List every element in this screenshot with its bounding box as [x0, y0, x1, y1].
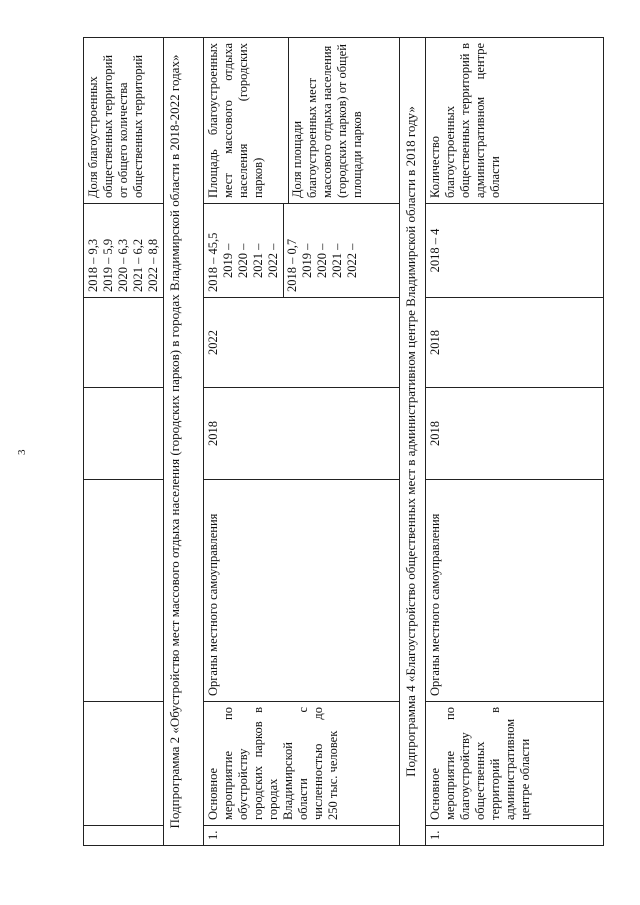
subprogram-4-title: Подпрограмма 4 «Благоустройство общественных мест в административном центре Владимирской области в 2018 году» — [400, 38, 426, 846]
indicator-b: Доля площади благоустроенных мест массового отдыха населения (городских парков) от общей площади парков — [288, 38, 365, 203]
end-cell: 2022 — [204, 298, 400, 388]
end-cell: 2018 — [426, 298, 604, 388]
value-line: 2018 – 0,7 — [285, 238, 299, 292]
value-line: 2019 – — [221, 243, 235, 278]
executor-cell: Органы местного самоуправления — [426, 480, 604, 702]
value-line: 2018 – 9,3 — [86, 238, 100, 292]
rotated-table-page — [83, 38, 603, 846]
activity-cell — [84, 702, 164, 826]
indicator-cell — [204, 38, 400, 204]
value-line: 2022 – 8,8 — [146, 238, 160, 292]
indicator-cell: Количество благоустроенных общественных территорий в административном центре области — [426, 38, 604, 204]
table-row — [204, 38, 400, 846]
value-line: 2020 – 6,3 — [116, 238, 130, 292]
indicator-a: Площадь благоустроенных мест массового отдыха населения (городских парков) — [206, 43, 265, 198]
value-line: 2021 – — [330, 243, 344, 278]
num-cell: 1. — [204, 826, 400, 846]
subprogram-2-title: Подпрограмма 2 «Обустройство мест массового отдыха населения (городских парков) в городах Владимирской области в 2018-2022 годах» — [164, 38, 204, 846]
end-cell — [84, 298, 164, 388]
program-table — [83, 37, 604, 846]
start-cell: 2018 — [426, 388, 604, 480]
section-row — [400, 38, 426, 846]
section-row — [164, 38, 204, 846]
table-row — [426, 38, 604, 846]
values-cell: 2018 – 4 — [426, 204, 604, 298]
value-line: 2018 – 45,5 — [206, 232, 220, 292]
value-line: 2020 – — [315, 243, 329, 278]
activity-cell: Основное мероприятие по обустройству городских парков в городах Владимирской области с численностью до 250 тыс. человек — [204, 702, 400, 826]
value-line: 2019 – 5,9 — [101, 238, 115, 292]
value-line: 2021 – 6,2 — [131, 238, 145, 292]
indicator-cell: Доля благоустроенных общественных территорий от общего количества общественных территорий — [84, 38, 164, 204]
values-subcell — [283, 204, 360, 297]
start-cell: 2018 — [204, 388, 400, 480]
activity-cell: Основное мероприятие по благоустройству общественных территорий в административном центре области — [426, 702, 604, 826]
page-number: 3 — [16, 449, 28, 455]
values-cell — [204, 204, 400, 298]
executor-cell — [84, 480, 164, 702]
value-line: 2022 – — [266, 243, 280, 278]
executor-cell: Органы местного самоуправления — [204, 480, 400, 702]
value-line: 2020 – — [236, 243, 250, 278]
num-cell: 1. — [426, 826, 604, 846]
value-line: 2021 – — [251, 243, 265, 278]
value-line: 2019 – — [300, 243, 314, 278]
value-line: 2022 – — [345, 243, 359, 278]
num-cell — [84, 826, 164, 846]
table-row — [84, 38, 164, 846]
start-cell — [84, 388, 164, 480]
values-cell — [84, 204, 164, 298]
